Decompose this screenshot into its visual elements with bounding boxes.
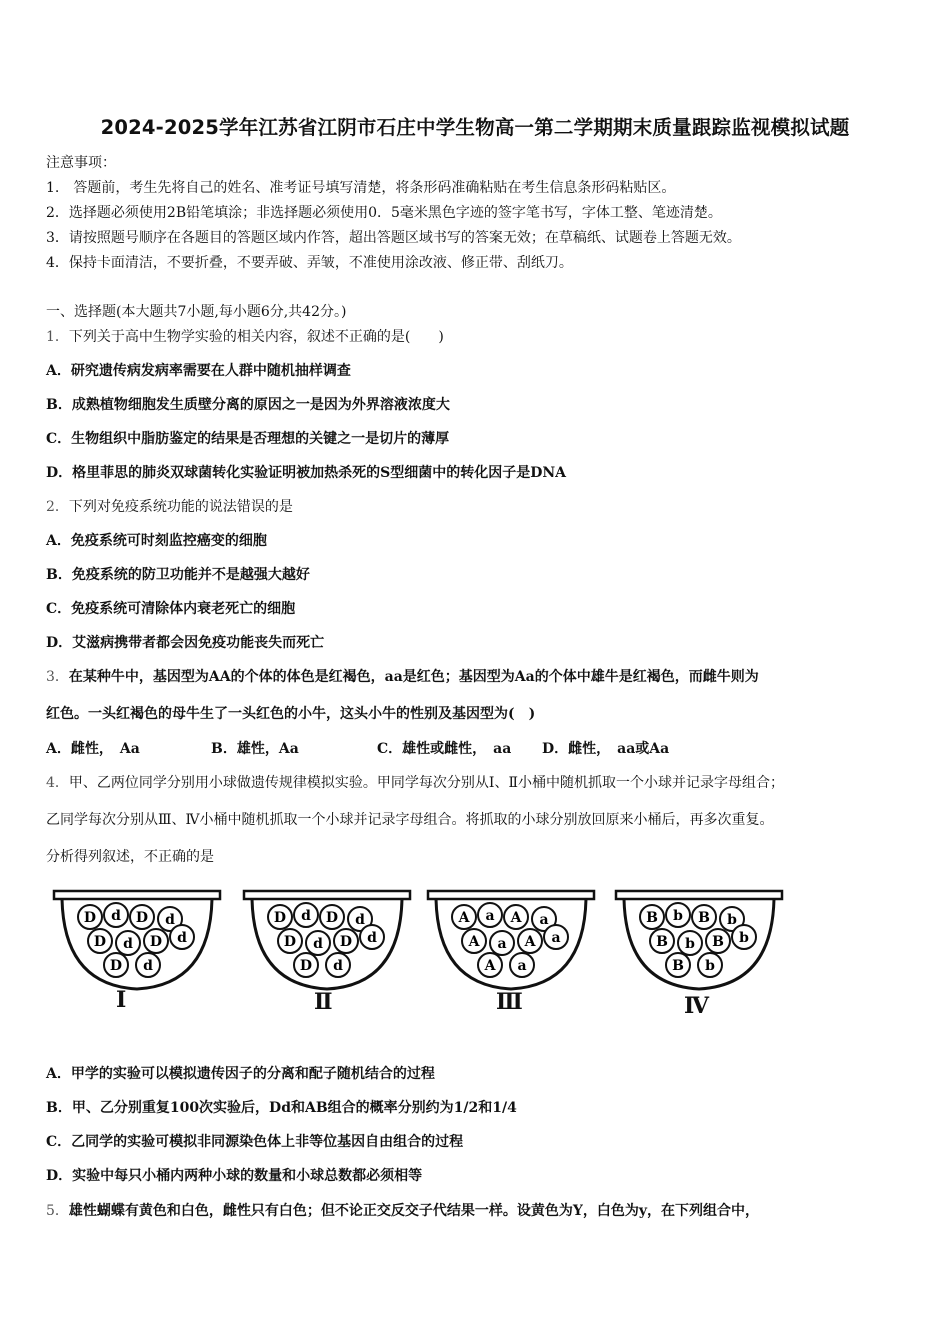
ball-letter: b <box>739 930 749 946</box>
bucket-figures <box>46 885 786 1025</box>
option-b: B．成熟植物细胞发生质壁分离的原因之一是因为外界溶液浓度大 <box>46 397 450 413</box>
option-a: A．研究遗传病发病率需要在人群中随机抽样调查 <box>46 363 351 379</box>
ball-letter: d <box>313 936 323 952</box>
ball-letter: b <box>685 936 695 952</box>
question-stem: 下列对免疫系统功能的说法错误的是 <box>68 499 293 515</box>
ball-letter: b <box>673 908 683 924</box>
bucket-label: Ⅱ <box>314 989 333 1015</box>
ball-letter: A <box>458 910 470 926</box>
ball-letter: d <box>111 908 121 924</box>
ball-letter: D <box>83 910 97 926</box>
ball-letter: a <box>551 930 561 946</box>
bucket-rim <box>244 891 410 899</box>
ball-letter: a <box>517 958 527 974</box>
bucket-label: Ⅰ <box>116 987 127 1013</box>
ball-letter: D <box>325 910 339 926</box>
question-number: 5． <box>46 1203 69 1219</box>
question-3-line-1 <box>46 667 759 687</box>
bucket-3-drawing <box>426 885 596 995</box>
option-d: D．格里菲思的肺炎双球菌转化实验证明被加热杀死的S型细菌中的转化因子是DNA <box>46 465 567 481</box>
ball-letter: a <box>539 912 549 928</box>
ball-letter: d <box>143 958 153 974</box>
notice-item: 3．请按照题号顺序在各题目的答题区域内作答，超出答题区域书写的答案无效；在草稿纸、试题卷上答题无效。 <box>46 230 741 246</box>
ball-letter: A <box>484 958 496 974</box>
bucket-1 <box>52 885 222 995</box>
question-stem: 甲、乙两位同学分别用小球做遗传规律模拟实验。甲同学每次分别从Ⅰ、Ⅱ小桶中随机抓取一个小球并记录字母组合； <box>68 775 784 791</box>
ball-letter: B <box>672 958 684 974</box>
ball-letter: B <box>698 910 710 926</box>
question-stem: 下列关于高中生物学实验的相关内容，叙述不正确的是( ) <box>68 329 444 345</box>
option-b: B．免疫系统的防卫功能并不是越强大越好 <box>46 567 310 583</box>
notice-item: 2．选择题必须使用2B铅笔填涂；非选择题必须使用0．5毫米黑色字迹的签字笔书写，字体工整、笔迹清楚。 <box>46 205 722 221</box>
option-b: B．雄性，Aa <box>211 741 299 757</box>
bucket-rim <box>616 891 782 899</box>
question-4-line-2: 乙同学每次分别从Ⅲ、Ⅳ小桶中随机抓取一个小球并记录字母组合。将抓取的小球分别放回原来小桶后，再多次重复。 <box>46 812 774 828</box>
question-3-options <box>46 739 669 759</box>
ball-letter: D <box>299 958 313 974</box>
bucket-4 <box>614 885 784 995</box>
notice-heading: 注意事项： <box>46 155 116 171</box>
ball-letter: D <box>93 934 107 950</box>
question-number: 1． <box>46 329 69 345</box>
ball-letter: A <box>524 934 536 950</box>
bucket-2-drawing <box>242 885 412 995</box>
ball-letter: d <box>355 912 365 928</box>
ball-letter: d <box>123 936 133 952</box>
ball-letter: D <box>273 910 287 926</box>
notice-item: 4．保持卡面清洁，不要折叠，不要弄破、弄皱，不准使用涂改液、修正带、刮纸刀。 <box>46 255 573 271</box>
question-2 <box>46 497 293 517</box>
question-1 <box>46 327 444 347</box>
option-d: D．雌性， aa或Aa <box>542 741 670 757</box>
bucket-label: Ⅳ <box>684 993 709 1019</box>
ball-letter: D <box>135 910 149 926</box>
bucket-3 <box>426 885 596 995</box>
option-a: A．甲学的实验可以模拟遗传因子的分离和配子随机结合的过程 <box>46 1066 435 1082</box>
bucket-rim <box>428 891 594 899</box>
notice-item: 1. 答题前，考生先将自己的姓名、准考证号填写清楚，将条形码准确粘贴在考生信息条形码粘贴区。 <box>46 180 676 196</box>
ball-letter: d <box>301 908 311 924</box>
bucket-4-drawing <box>614 885 784 995</box>
bucket-1-drawing <box>52 885 222 995</box>
question-4-line-3: 分析得列叙述，不正确的是 <box>46 849 214 865</box>
section-heading: 一、选择题(本大题共7小题,每小题6分,共42分。) <box>46 304 347 320</box>
ball-letter: D <box>109 958 123 974</box>
option-c: C．雄性或雌性， aa <box>377 741 512 757</box>
option-c: C．乙同学的实验可模拟非同源染色体上非等位基因自由组合的过程 <box>46 1134 464 1150</box>
ball-letter: d <box>165 912 175 928</box>
ball-letter: B <box>656 934 668 950</box>
question-number: 4． <box>46 775 69 791</box>
ball-letter: D <box>149 934 163 950</box>
option-c: C．免疫系统可清除体内衰老死亡的细胞 <box>46 601 296 617</box>
option-a: A．免疫系统可时刻监控癌变的细胞 <box>46 533 267 549</box>
ball-letter: A <box>468 934 480 950</box>
question-stem: 雄性蝴蝶有黄色和白色，雌性只有白色；但不论正交反交子代结果一样。设黄色为Y，白色为y，在下列组合中， <box>68 1203 760 1219</box>
bucket-2 <box>242 885 412 995</box>
option-a: A．雌性， Aa <box>46 741 140 757</box>
page-title: 2024-2025学年江苏省江阴市石庄中学生物高一第二学期期末质量跟踪监视模拟试题 <box>100 116 850 139</box>
ball-letter: D <box>339 934 353 950</box>
ball-letter: B <box>646 910 658 926</box>
ball-letter: A <box>510 910 522 926</box>
option-d: D．实验中每只小桶内两种小球的数量和小球总数都必须相等 <box>46 1168 423 1184</box>
ball-letter: D <box>283 934 297 950</box>
bucket-label: Ⅲ <box>496 989 523 1015</box>
bucket-rim <box>54 891 220 899</box>
ball-letter: d <box>177 930 187 946</box>
question-number: 2． <box>46 499 69 515</box>
ball-letter: b <box>727 912 737 928</box>
question-4-line-1 <box>46 773 784 793</box>
option-b: B．甲、乙分别重复100次实验后，Dd和AB组合的概率分别约为1/2和1/4 <box>46 1100 517 1116</box>
ball-letter: d <box>333 958 343 974</box>
ball-letter: B <box>712 934 724 950</box>
ball-letter: a <box>485 908 495 924</box>
question-stem: 在某种牛中，基因型为AA的个体的体色是红褐色，aa是红色；基因型为Aa的个体中雄牛是红褐色，而雌牛则为 <box>68 669 759 685</box>
option-d: D．艾滋病携带者都会因免疫功能丧失而死亡 <box>46 635 325 651</box>
question-5 <box>46 1201 759 1221</box>
question-number: 3． <box>46 669 69 685</box>
ball-letter: d <box>367 930 377 946</box>
ball-letter: a <box>497 936 507 952</box>
option-c: C．生物组织中脂肪鉴定的结果是否理想的关键之一是切片的薄厚 <box>46 431 450 447</box>
ball-letter: b <box>705 958 715 974</box>
question-3-line-2: 红色。一头红褐色的母牛生了一头红色的小牛，这头小牛的性别及基因型为( ) <box>46 706 536 722</box>
